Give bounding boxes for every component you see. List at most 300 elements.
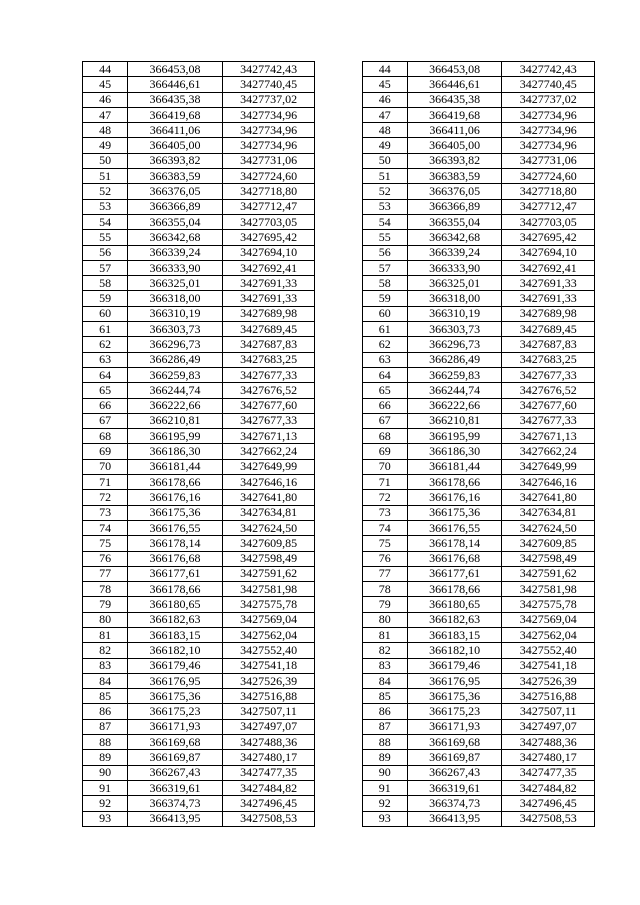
table-row <box>83 780 595 795</box>
left-y-coordinate-cell: 3427734,96 <box>222 123 315 138</box>
right-point-number-cell: 57 <box>362 260 407 275</box>
right-y-coordinate-cell: 3427724,60 <box>502 169 595 184</box>
left-point-number-cell: 59 <box>83 291 128 306</box>
table-row <box>83 62 595 77</box>
right-point-number-cell: 50 <box>362 153 407 168</box>
column-gap <box>315 780 362 795</box>
left-point-number-cell: 70 <box>83 459 128 474</box>
column-gap <box>315 597 362 612</box>
left-y-coordinate-cell: 3427677,33 <box>222 413 315 428</box>
right-point-number-cell: 69 <box>362 444 407 459</box>
left-x-coordinate-cell: 366244,74 <box>128 383 223 398</box>
right-y-coordinate-cell: 3427737,02 <box>502 92 595 107</box>
left-x-coordinate-cell: 366393,82 <box>128 153 223 168</box>
column-gap <box>315 444 362 459</box>
left-y-coordinate-cell: 3427507,11 <box>222 704 315 719</box>
left-point-number-cell: 56 <box>83 245 128 260</box>
table-row <box>83 184 595 199</box>
left-x-coordinate-cell: 366355,04 <box>128 214 223 229</box>
right-point-number-cell: 53 <box>362 199 407 214</box>
table-row <box>83 214 595 229</box>
column-gap <box>315 107 362 122</box>
left-x-coordinate-cell: 366178,66 <box>128 582 223 597</box>
table-row <box>83 490 595 505</box>
left-x-coordinate-cell: 366171,93 <box>128 719 223 734</box>
right-y-coordinate-cell: 3427692,41 <box>502 260 595 275</box>
left-x-coordinate-cell: 366259,83 <box>128 367 223 382</box>
table-row <box>83 383 595 398</box>
left-y-coordinate-cell: 3427497,07 <box>222 719 315 734</box>
left-point-number-cell: 66 <box>83 398 128 413</box>
right-point-number-cell: 65 <box>362 383 407 398</box>
left-point-number-cell: 75 <box>83 536 128 551</box>
table-row <box>83 505 595 520</box>
right-y-coordinate-cell: 3427712,47 <box>502 199 595 214</box>
left-point-number-cell: 62 <box>83 337 128 352</box>
right-y-coordinate-cell: 3427649,99 <box>502 459 595 474</box>
right-x-coordinate-cell: 366303,73 <box>407 322 502 337</box>
left-y-coordinate-cell: 3427569,04 <box>222 612 315 627</box>
right-y-coordinate-cell: 3427676,52 <box>502 383 595 398</box>
left-y-coordinate-cell: 3427737,02 <box>222 92 315 107</box>
right-y-coordinate-cell: 3427734,96 <box>502 107 595 122</box>
right-x-coordinate-cell: 366374,73 <box>407 796 502 811</box>
table-row <box>83 291 595 306</box>
left-x-coordinate-cell: 366446,61 <box>128 77 223 92</box>
left-y-coordinate-cell: 3427480,17 <box>222 750 315 765</box>
left-point-number-cell: 86 <box>83 704 128 719</box>
right-x-coordinate-cell: 366178,14 <box>407 536 502 551</box>
column-gap <box>315 582 362 597</box>
left-point-number-cell: 74 <box>83 520 128 535</box>
right-y-coordinate-cell: 3427488,36 <box>502 735 595 750</box>
left-y-coordinate-cell: 3427526,39 <box>222 673 315 688</box>
right-x-coordinate-cell: 366383,59 <box>407 169 502 184</box>
right-point-number-cell: 81 <box>362 627 407 642</box>
left-point-number-cell: 73 <box>83 505 128 520</box>
table-row <box>83 796 595 811</box>
left-point-number-cell: 93 <box>83 811 128 826</box>
right-y-coordinate-cell: 3427671,13 <box>502 429 595 444</box>
right-x-coordinate-cell: 366186,30 <box>407 444 502 459</box>
table-row <box>83 582 595 597</box>
left-point-number-cell: 51 <box>83 169 128 184</box>
left-y-coordinate-cell: 3427677,33 <box>222 367 315 382</box>
table-row <box>83 612 595 627</box>
left-y-coordinate-cell: 3427581,98 <box>222 582 315 597</box>
right-x-coordinate-cell: 366355,04 <box>407 214 502 229</box>
right-y-coordinate-cell: 3427683,25 <box>502 352 595 367</box>
right-x-coordinate-cell: 366195,99 <box>407 429 502 444</box>
left-y-coordinate-cell: 3427703,05 <box>222 214 315 229</box>
left-y-coordinate-cell: 3427591,62 <box>222 566 315 581</box>
right-x-coordinate-cell: 366183,15 <box>407 627 502 642</box>
left-point-number-cell: 76 <box>83 551 128 566</box>
right-y-coordinate-cell: 3427718,80 <box>502 184 595 199</box>
right-x-coordinate-cell: 366210,81 <box>407 413 502 428</box>
table-row <box>83 413 595 428</box>
left-point-number-cell: 48 <box>83 123 128 138</box>
table-row <box>83 536 595 551</box>
right-y-coordinate-cell: 3427477,35 <box>502 765 595 780</box>
left-point-number-cell: 44 <box>83 62 128 77</box>
right-point-number-cell: 89 <box>362 750 407 765</box>
right-point-number-cell: 75 <box>362 536 407 551</box>
left-y-coordinate-cell: 3427692,41 <box>222 260 315 275</box>
right-y-coordinate-cell: 3427662,24 <box>502 444 595 459</box>
right-x-coordinate-cell: 366435,38 <box>407 92 502 107</box>
table-row <box>83 444 595 459</box>
table-row <box>83 643 595 658</box>
right-point-number-cell: 78 <box>362 582 407 597</box>
left-y-coordinate-cell: 3427687,83 <box>222 337 315 352</box>
left-y-coordinate-cell: 3427742,43 <box>222 62 315 77</box>
right-point-number-cell: 82 <box>362 643 407 658</box>
right-x-coordinate-cell: 366176,95 <box>407 673 502 688</box>
column-gap <box>315 123 362 138</box>
right-y-coordinate-cell: 3427694,10 <box>502 245 595 260</box>
column-gap <box>315 367 362 382</box>
column-gap <box>315 398 362 413</box>
table-row <box>83 260 595 275</box>
right-x-coordinate-cell: 366393,82 <box>407 153 502 168</box>
right-x-coordinate-cell: 366286,49 <box>407 352 502 367</box>
table-row <box>83 306 595 321</box>
left-x-coordinate-cell: 366325,01 <box>128 276 223 291</box>
left-x-coordinate-cell: 366179,46 <box>128 658 223 673</box>
right-point-number-cell: 83 <box>362 658 407 673</box>
left-x-coordinate-cell: 366376,05 <box>128 184 223 199</box>
left-y-coordinate-cell: 3427694,10 <box>222 245 315 260</box>
left-point-number-cell: 90 <box>83 765 128 780</box>
left-x-coordinate-cell: 366333,90 <box>128 260 223 275</box>
column-gap <box>315 413 362 428</box>
left-y-coordinate-cell: 3427691,33 <box>222 291 315 306</box>
table-row <box>83 627 595 642</box>
column-gap <box>315 520 362 535</box>
right-y-coordinate-cell: 3427731,06 <box>502 153 595 168</box>
table-row <box>83 169 595 184</box>
left-y-coordinate-cell: 3427624,50 <box>222 520 315 535</box>
right-x-coordinate-cell: 366342,68 <box>407 230 502 245</box>
table-row <box>83 459 595 474</box>
right-y-coordinate-cell: 3427695,42 <box>502 230 595 245</box>
left-point-number-cell: 78 <box>83 582 128 597</box>
right-y-coordinate-cell: 3427624,50 <box>502 520 595 535</box>
right-y-coordinate-cell: 3427740,45 <box>502 77 595 92</box>
table-row <box>83 551 595 566</box>
right-y-coordinate-cell: 3427581,98 <box>502 582 595 597</box>
left-y-coordinate-cell: 3427508,53 <box>222 811 315 826</box>
right-y-coordinate-cell: 3427677,33 <box>502 413 595 428</box>
left-point-number-cell: 60 <box>83 306 128 321</box>
left-point-number-cell: 81 <box>83 627 128 642</box>
column-gap <box>315 796 362 811</box>
right-point-number-cell: 63 <box>362 352 407 367</box>
left-x-coordinate-cell: 366411,06 <box>128 123 223 138</box>
right-y-coordinate-cell: 3427541,18 <box>502 658 595 673</box>
column-gap <box>315 719 362 734</box>
column-gap <box>315 199 362 214</box>
right-x-coordinate-cell: 366169,87 <box>407 750 502 765</box>
left-point-number-cell: 58 <box>83 276 128 291</box>
left-x-coordinate-cell: 366453,08 <box>128 62 223 77</box>
right-x-coordinate-cell: 366310,19 <box>407 306 502 321</box>
table-row <box>83 689 595 704</box>
left-x-coordinate-cell: 366342,68 <box>128 230 223 245</box>
left-y-coordinate-cell: 3427562,04 <box>222 627 315 642</box>
column-gap <box>315 429 362 444</box>
left-y-coordinate-cell: 3427676,52 <box>222 383 315 398</box>
column-gap <box>315 214 362 229</box>
right-x-coordinate-cell: 366175,36 <box>407 505 502 520</box>
right-y-coordinate-cell: 3427646,16 <box>502 475 595 490</box>
right-y-coordinate-cell: 3427516,88 <box>502 689 595 704</box>
right-x-coordinate-cell: 366222,66 <box>407 398 502 413</box>
right-y-coordinate-cell: 3427497,07 <box>502 719 595 734</box>
right-x-coordinate-cell: 366175,36 <box>407 689 502 704</box>
right-point-number-cell: 87 <box>362 719 407 734</box>
left-point-number-cell: 87 <box>83 719 128 734</box>
table-row <box>83 367 595 382</box>
left-x-coordinate-cell: 366419,68 <box>128 107 223 122</box>
right-point-number-cell: 85 <box>362 689 407 704</box>
left-x-coordinate-cell: 366195,99 <box>128 429 223 444</box>
left-x-coordinate-cell: 366339,24 <box>128 245 223 260</box>
left-y-coordinate-cell: 3427634,81 <box>222 505 315 520</box>
right-point-number-cell: 71 <box>362 475 407 490</box>
left-point-number-cell: 79 <box>83 597 128 612</box>
column-gap <box>315 566 362 581</box>
column-gap <box>315 306 362 321</box>
column-gap <box>315 627 362 642</box>
left-y-coordinate-cell: 3427734,96 <box>222 107 315 122</box>
right-x-coordinate-cell: 366419,68 <box>407 107 502 122</box>
right-x-coordinate-cell: 366171,93 <box>407 719 502 734</box>
right-y-coordinate-cell: 3427677,60 <box>502 398 595 413</box>
right-point-number-cell: 58 <box>362 276 407 291</box>
left-point-number-cell: 88 <box>83 735 128 750</box>
right-x-coordinate-cell: 366405,00 <box>407 138 502 153</box>
left-point-number-cell: 63 <box>83 352 128 367</box>
right-x-coordinate-cell: 366325,01 <box>407 276 502 291</box>
right-point-number-cell: 64 <box>362 367 407 382</box>
left-y-coordinate-cell: 3427677,60 <box>222 398 315 413</box>
right-point-number-cell: 76 <box>362 551 407 566</box>
table-row <box>83 230 595 245</box>
column-gap <box>315 643 362 658</box>
right-point-number-cell: 84 <box>362 673 407 688</box>
right-x-coordinate-cell: 366446,61 <box>407 77 502 92</box>
left-x-coordinate-cell: 366175,36 <box>128 505 223 520</box>
column-gap <box>315 184 362 199</box>
left-point-number-cell: 64 <box>83 367 128 382</box>
left-x-coordinate-cell: 366180,65 <box>128 597 223 612</box>
left-point-number-cell: 67 <box>83 413 128 428</box>
left-point-number-cell: 47 <box>83 107 128 122</box>
column-gap <box>315 735 362 750</box>
column-gap <box>315 459 362 474</box>
right-point-number-cell: 92 <box>362 796 407 811</box>
column-gap <box>315 673 362 688</box>
right-point-number-cell: 80 <box>362 612 407 627</box>
left-point-number-cell: 53 <box>83 199 128 214</box>
table-row <box>83 322 595 337</box>
table-row <box>83 735 595 750</box>
table-row <box>83 245 595 260</box>
left-x-coordinate-cell: 366405,00 <box>128 138 223 153</box>
left-x-coordinate-cell: 366183,15 <box>128 627 223 642</box>
column-gap <box>315 230 362 245</box>
left-x-coordinate-cell: 366413,95 <box>128 811 223 826</box>
left-point-number-cell: 54 <box>83 214 128 229</box>
left-point-number-cell: 80 <box>83 612 128 627</box>
column-gap <box>315 490 362 505</box>
coordinates-table-body <box>83 62 595 827</box>
right-point-number-cell: 66 <box>362 398 407 413</box>
left-y-coordinate-cell: 3427488,36 <box>222 735 315 750</box>
table-row <box>83 123 595 138</box>
right-x-coordinate-cell: 366175,23 <box>407 704 502 719</box>
right-y-coordinate-cell: 3427703,05 <box>502 214 595 229</box>
right-point-number-cell: 68 <box>362 429 407 444</box>
column-gap <box>315 276 362 291</box>
right-x-coordinate-cell: 366318,00 <box>407 291 502 306</box>
right-point-number-cell: 79 <box>362 597 407 612</box>
left-point-number-cell: 65 <box>83 383 128 398</box>
table-row <box>83 107 595 122</box>
column-gap <box>315 551 362 566</box>
column-gap <box>315 77 362 92</box>
right-y-coordinate-cell: 3427742,43 <box>502 62 595 77</box>
right-point-number-cell: 93 <box>362 811 407 826</box>
left-x-coordinate-cell: 366318,00 <box>128 291 223 306</box>
column-gap <box>315 138 362 153</box>
right-point-number-cell: 55 <box>362 230 407 245</box>
right-x-coordinate-cell: 366333,90 <box>407 260 502 275</box>
left-point-number-cell: 61 <box>83 322 128 337</box>
right-x-coordinate-cell: 366176,68 <box>407 551 502 566</box>
table-row <box>83 811 595 826</box>
left-point-number-cell: 91 <box>83 780 128 795</box>
left-x-coordinate-cell: 366267,43 <box>128 765 223 780</box>
right-y-coordinate-cell: 3427734,96 <box>502 123 595 138</box>
left-y-coordinate-cell: 3427724,60 <box>222 169 315 184</box>
left-x-coordinate-cell: 366182,10 <box>128 643 223 658</box>
left-point-number-cell: 89 <box>83 750 128 765</box>
table-row <box>83 92 595 107</box>
left-x-coordinate-cell: 366303,73 <box>128 322 223 337</box>
right-point-number-cell: 86 <box>362 704 407 719</box>
right-x-coordinate-cell: 366179,46 <box>407 658 502 673</box>
right-y-coordinate-cell: 3427526,39 <box>502 673 595 688</box>
table-row <box>83 719 595 734</box>
left-point-number-cell: 71 <box>83 475 128 490</box>
coordinates-table <box>82 61 595 827</box>
right-point-number-cell: 70 <box>362 459 407 474</box>
left-point-number-cell: 57 <box>83 260 128 275</box>
column-gap <box>315 658 362 673</box>
right-x-coordinate-cell: 366176,55 <box>407 520 502 535</box>
left-y-coordinate-cell: 3427552,40 <box>222 643 315 658</box>
column-gap <box>315 811 362 826</box>
left-y-coordinate-cell: 3427641,80 <box>222 490 315 505</box>
right-y-coordinate-cell: 3427496,45 <box>502 796 595 811</box>
left-y-coordinate-cell: 3427516,88 <box>222 689 315 704</box>
right-point-number-cell: 60 <box>362 306 407 321</box>
right-y-coordinate-cell: 3427575,78 <box>502 597 595 612</box>
right-x-coordinate-cell: 366339,24 <box>407 245 502 260</box>
right-point-number-cell: 51 <box>362 169 407 184</box>
right-x-coordinate-cell: 366267,43 <box>407 765 502 780</box>
column-gap <box>315 765 362 780</box>
right-y-coordinate-cell: 3427609,85 <box>502 536 595 551</box>
left-point-number-cell: 68 <box>83 429 128 444</box>
left-y-coordinate-cell: 3427731,06 <box>222 153 315 168</box>
column-gap <box>315 750 362 765</box>
right-x-coordinate-cell: 366169,68 <box>407 735 502 750</box>
left-x-coordinate-cell: 366366,89 <box>128 199 223 214</box>
left-point-number-cell: 72 <box>83 490 128 505</box>
left-y-coordinate-cell: 3427712,47 <box>222 199 315 214</box>
left-x-coordinate-cell: 366435,38 <box>128 92 223 107</box>
table-row <box>83 429 595 444</box>
right-point-number-cell: 45 <box>362 77 407 92</box>
right-point-number-cell: 54 <box>362 214 407 229</box>
left-x-coordinate-cell: 366181,44 <box>128 459 223 474</box>
left-y-coordinate-cell: 3427740,45 <box>222 77 315 92</box>
left-x-coordinate-cell: 366175,23 <box>128 704 223 719</box>
right-x-coordinate-cell: 366366,89 <box>407 199 502 214</box>
right-y-coordinate-cell: 3427484,82 <box>502 780 595 795</box>
right-point-number-cell: 52 <box>362 184 407 199</box>
left-x-coordinate-cell: 366383,59 <box>128 169 223 184</box>
column-gap <box>315 505 362 520</box>
right-y-coordinate-cell: 3427480,17 <box>502 750 595 765</box>
right-point-number-cell: 56 <box>362 245 407 260</box>
right-point-number-cell: 49 <box>362 138 407 153</box>
left-point-number-cell: 83 <box>83 658 128 673</box>
table-row <box>83 276 595 291</box>
column-gap <box>315 260 362 275</box>
right-x-coordinate-cell: 366178,66 <box>407 475 502 490</box>
table-row <box>83 673 595 688</box>
right-y-coordinate-cell: 3427552,40 <box>502 643 595 658</box>
left-x-coordinate-cell: 366296,73 <box>128 337 223 352</box>
column-gap <box>315 169 362 184</box>
table-row <box>83 398 595 413</box>
right-y-coordinate-cell: 3427691,33 <box>502 276 595 291</box>
left-y-coordinate-cell: 3427734,96 <box>222 138 315 153</box>
table-row <box>83 597 595 612</box>
table-row <box>83 704 595 719</box>
column-gap <box>315 153 362 168</box>
left-x-coordinate-cell: 366175,36 <box>128 689 223 704</box>
column-gap <box>315 704 362 719</box>
right-x-coordinate-cell: 366413,95 <box>407 811 502 826</box>
left-point-number-cell: 50 <box>83 153 128 168</box>
right-y-coordinate-cell: 3427689,45 <box>502 322 595 337</box>
left-point-number-cell: 55 <box>83 230 128 245</box>
table-row <box>83 77 595 92</box>
left-y-coordinate-cell: 3427671,13 <box>222 429 315 444</box>
left-point-number-cell: 46 <box>83 92 128 107</box>
column-gap <box>315 383 362 398</box>
left-y-coordinate-cell: 3427689,45 <box>222 322 315 337</box>
left-x-coordinate-cell: 366182,63 <box>128 612 223 627</box>
column-gap <box>315 62 362 77</box>
table-row <box>83 520 595 535</box>
